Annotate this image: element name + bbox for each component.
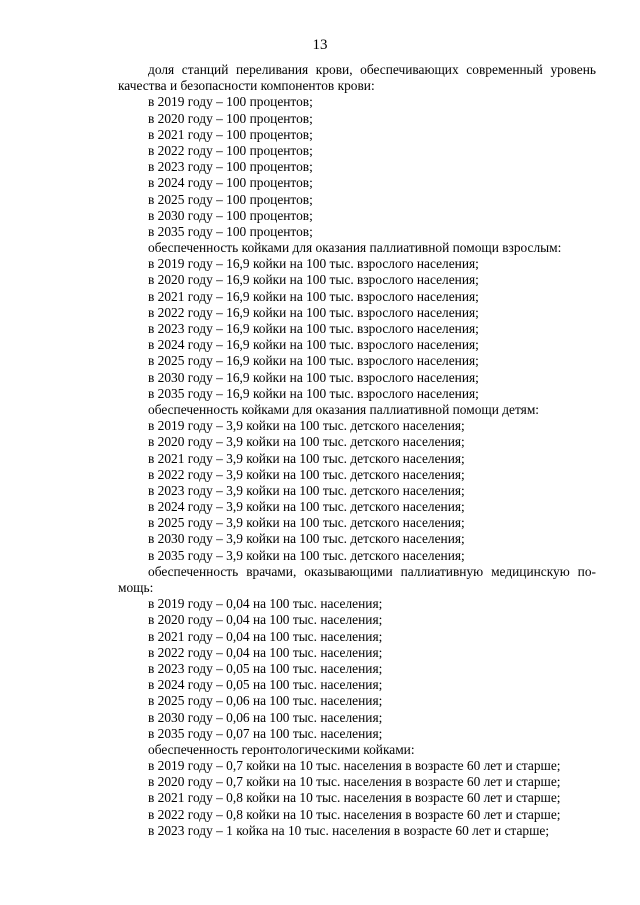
text-line: в 2021 году – 0,8 койки на 10 тыс. населения в возрасте 60 лет и старше;: [148, 790, 561, 806]
text-line: в 2021 году – 100 процентов;: [148, 126, 313, 142]
text-line: в 2035 году – 100 процентов;: [148, 223, 313, 239]
text-line: в 2025 году – 100 процентов;: [148, 191, 313, 207]
text-line: в 2020 году – 16,9 койки на 100 тыс. взрослого населения;: [148, 272, 479, 288]
text-line: в 2019 году – 0,7 койки на 10 тыс. населения в возрасте 60 лет и старше;: [148, 758, 561, 774]
text-line: в 2024 году – 100 процентов;: [148, 175, 313, 191]
text-line: в 2025 году – 16,9 койки на 100 тыс. взрослого населения;: [148, 353, 479, 369]
text-line: в 2021 году – 0,04 на 100 тыс. населения;: [148, 628, 383, 644]
text-line: в 2022 году – 16,9 койки на 100 тыс. взрослого населения;: [148, 304, 479, 320]
text-line: в 2025 году – 3,9 койки на 100 тыс. детского населения;: [148, 515, 465, 531]
text-line: в 2019 году – 100 процентов;: [148, 94, 313, 110]
text-line: в 2024 году – 16,9 койки на 100 тыс. взрослого населения;: [148, 337, 479, 353]
text-line: в 2030 году – 100 процентов;: [148, 207, 313, 223]
text-line: в 2019 году – 16,9 койки на 100 тыс. взрослого населения;: [148, 256, 479, 272]
text-line: в 2020 году – 0,7 койки на 10 тыс. населения в возрасте 60 лет и старше;: [148, 774, 561, 790]
text-line: мощь:: [118, 580, 154, 595]
text-line: обеспеченность геронтологическими койками:: [148, 741, 415, 757]
text-line: в 2035 году – 3,9 койки на 100 тыс. детского населения;: [148, 547, 465, 563]
page-number: 13: [312, 37, 328, 53]
text-line: в 2020 году – 3,9 койки на 100 тыс. детского населения;: [148, 434, 465, 450]
text-line: в 2020 году – 100 процентов;: [148, 110, 313, 126]
text-line: в 2023 году – 0,05 на 100 тыс. населения;: [148, 660, 383, 676]
document-body: [118, 62, 596, 839]
text-line: в 2035 году – 0,07 на 100 тыс. населения;: [148, 725, 383, 741]
text-line: в 2024 году – 3,9 койки на 100 тыс. детского населения;: [148, 499, 465, 515]
text-line: обеспеченность койками для оказания паллиативной помощи детям:: [148, 401, 540, 417]
text-line: в 2035 году – 16,9 койки на 100 тыс. взрослого населения;: [148, 385, 479, 401]
text-line: в 2022 году – 100 процентов;: [148, 142, 313, 158]
text-line: в 2030 году – 16,9 койки на 100 тыс. взрослого населения;: [148, 369, 479, 385]
text-line: в 2024 году – 0,05 на 100 тыс. населения;: [148, 677, 383, 693]
text-line: в 2019 году – 0,04 на 100 тыс. населения;: [148, 596, 383, 612]
text-line: в 2022 году – 3,9 койки на 100 тыс. детского населения;: [148, 466, 465, 482]
text-line: в 2021 году – 3,9 койки на 100 тыс. детского населения;: [148, 450, 465, 466]
text-line: качества и безопасности компонентов крови:: [118, 78, 375, 94]
text-line: в 2020 году – 0,04 на 100 тыс. населения;: [148, 612, 383, 628]
text-line: доля станций переливания крови, обеспечивающих современный уровень: [148, 62, 596, 77]
text-line: обеспеченность врачами, оказывающими паллиативную медицинскую по-: [148, 563, 596, 579]
text-line: в 2023 году – 100 процентов;: [148, 159, 313, 175]
text-line: в 2023 году – 3,9 койки на 100 тыс. детского населения;: [148, 482, 465, 498]
text-line: в 2021 году – 16,9 койки на 100 тыс. взрослого населения;: [148, 288, 479, 304]
text-line: в 2030 году – 3,9 койки на 100 тыс. детского населения;: [148, 531, 465, 547]
text-line: в 2022 году – 0,8 койки на 10 тыс. населения в возрасте 60 лет и старше;: [148, 806, 561, 822]
text-line: обеспеченность койками для оказания паллиативной помощи взрослым:: [148, 240, 562, 256]
text-line: в 2025 году – 0,06 на 100 тыс. населения;: [148, 693, 383, 709]
text-line: в 2019 году – 3,9 койки на 100 тыс. детского населения;: [148, 418, 465, 434]
text-line: в 2022 году – 0,04 на 100 тыс. населения;: [148, 644, 383, 660]
text-line: в 2023 году – 1 койка на 10 тыс. населения в возрасте 60 лет и старше;: [148, 822, 550, 838]
text-line: в 2030 году – 0,06 на 100 тыс. населения;: [148, 709, 383, 725]
text-line: в 2023 году – 16,9 койки на 100 тыс. взрослого населения;: [148, 321, 479, 336]
